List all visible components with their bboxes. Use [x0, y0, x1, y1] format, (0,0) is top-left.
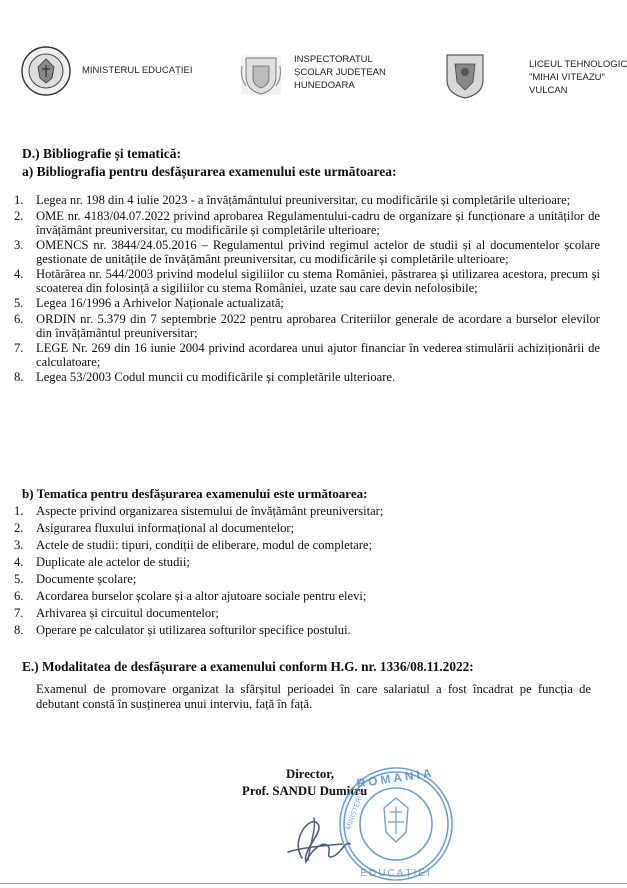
- signature-role: Director,: [286, 767, 334, 781]
- list-item: 2. Asigurarea fluxului informațional al documentelor;: [14, 521, 295, 535]
- section-e-title: E.) Modalitatea de desfășurare a examenului conform H.G. nr. 1336/08.11.2022:: [22, 659, 474, 674]
- list-item: 7. Arhivarea și circuitul documentelor;: [14, 606, 219, 620]
- list-item: 3. OMENCS nr. 3844/24.05.2016 – Regulamentul privind regimul actelor de studii și al documentelor școlare gestionate de unitățile de învățământ preuniversitar, cu modificările și completările ulterioare;: [14, 238, 600, 266]
- inspectorate-line-2: ȘCOLAR JUDEȚEAN: [294, 67, 386, 78]
- inspectorate-name: [294, 53, 386, 92]
- list-item: 4. Duplicate ale actelor de studii;: [14, 555, 190, 569]
- section-d-subtitle-b: b) Tematica pentru desfășurarea examenului este următoarea:: [22, 486, 368, 501]
- school-line-3: VULCAN: [529, 85, 568, 96]
- list-item: 6. Acordarea burselor școlare și a altor ajutoare sociale pentru elevi;: [14, 589, 367, 603]
- inspectorate-line-1: INSPECTORATUL: [294, 54, 373, 65]
- list-item: 2. OME nr. 4183/04.07.2022 privind aprobarea Regulamentului-cadru de organizare și funcționare a unităților de învățământ preuniversitar, cu modificările și completările ulterioare;: [14, 209, 600, 237]
- list-item: 4. Hotărârea nr. 544/2003 privind modelul sigiliilor cu stema României, păstrarea și utilizarea acestora, precum și scoaterea din folosință a sigiliilor cu stema României, uzate sau care devin nefolosibile;: [14, 267, 600, 295]
- list-item: 8. Operare pe calculator și utilizarea softurilor specifice postului.: [14, 623, 351, 637]
- letterhead: [0, 0, 627, 110]
- list-item: 3. Actele de studii: tipuri, condiții de eliberare, modul de completare;: [14, 538, 373, 552]
- section-d-title: D.) Bibliografie și tematică:: [22, 146, 181, 161]
- footer-divider: [0, 883, 627, 884]
- svg-text:EDUCAȚIEI: EDUCAȚIEI: [360, 868, 432, 879]
- list-item: 1. Legea nr. 198 din 4 iulie 2023 - a învățământului preuniversitar, cu modificările și completările ulterioare;: [14, 193, 571, 207]
- inspectorate-coat-of-arms-icon: [238, 52, 284, 98]
- list-item: 5. Documente școlare;: [14, 572, 137, 586]
- list-item: 5. Legea 16/1996 a Arhivelor Naționale actualizată;: [14, 296, 284, 310]
- list-item: 8. Legea 53/2003 Codul muncii cu modificările și completările ulterioare.: [14, 370, 396, 384]
- school-name: [529, 58, 627, 97]
- topics-list: [0, 504, 600, 640]
- government-seal-icon: [20, 45, 72, 97]
- school-crest-icon: [444, 52, 486, 100]
- svg-text:ROMANIA: ROMANIA: [355, 765, 436, 791]
- list-item: 7. LEGE Nr. 269 din 16 iunie 2004 privind acordarea unui ajutor financiar în vederea stimulării achiziționării de calculatoare;: [14, 341, 600, 369]
- school-line-2: "MIHAI VITEAZU": [529, 72, 605, 83]
- ministry-name: MINISTERUL EDUCAȚIEI: [82, 65, 193, 76]
- signature-name: Prof. SANDU Dumitru: [242, 784, 368, 798]
- list-item: 6. ORDIN nr. 5.379 din 7 septembrie 2022 pentru aprobarea Criteriilor generale de acordare a burselor elevilor din învățământul preuniversitar;: [14, 312, 600, 340]
- section-e-text: Examenul de promovare organizat la sfârșitul perioadei în care salariatul a fost încadrat pe funcția de debutant constă în susținerea unui interviu, față în față.: [36, 682, 591, 711]
- list-item: 1. Aspecte privind organizarea sistemului de învățământ preuniversitar;: [14, 504, 384, 518]
- svg-text:MINISTERUL: MINISTERUL: [345, 788, 367, 831]
- school-line-1: LICEUL TEHNOLOGIC: [529, 59, 627, 70]
- inspectorate-line-3: HUNEDOARA: [294, 80, 355, 91]
- handwritten-signature: [280, 800, 370, 870]
- section-d-subtitle-a: a) Bibliografia pentru desfășurarea examenului este următoarea:: [22, 164, 397, 179]
- bibliography-list: [0, 193, 600, 385]
